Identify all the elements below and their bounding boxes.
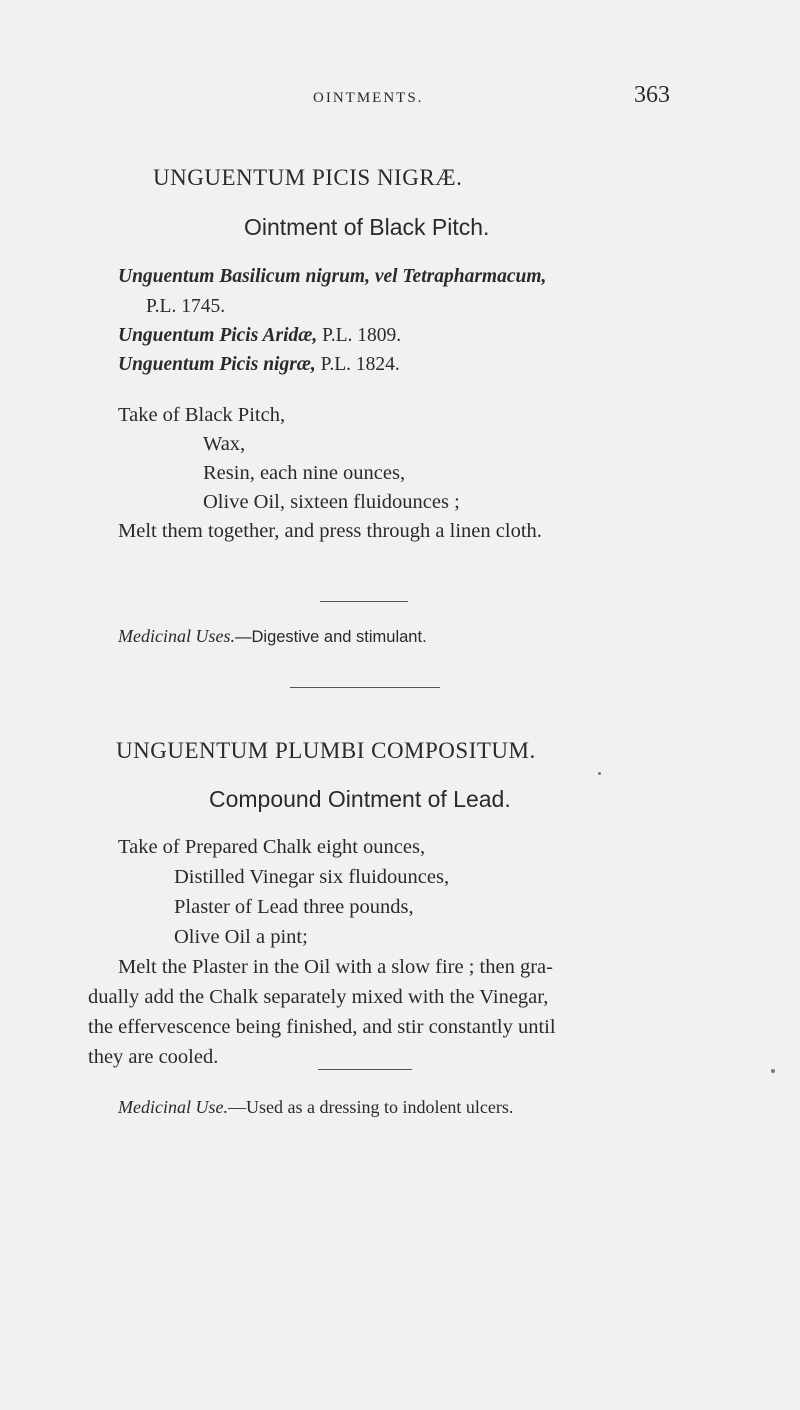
synonym-line: [146, 296, 225, 318]
divider: [320, 601, 408, 602]
recipe-line: Resin, each nine ounces,: [203, 462, 406, 484]
recipe-line: Wax,: [203, 433, 246, 455]
recipe-line: Melt the Plaster in the Oil with a slow fire ; then gra-: [118, 956, 553, 978]
uses-label: Medicinal Uses.: [118, 626, 235, 646]
section-divider: [290, 687, 440, 688]
recipe-line: Olive Oil, sixteen fluidounces ;: [203, 491, 460, 513]
paper-speck: [771, 1069, 775, 1073]
recipe-line: Melt them together, and press through a linen cloth.: [118, 520, 542, 542]
synonym-name: Unguentum Picis Aridæ,: [118, 325, 318, 346]
section-subtitle: Ointment of Black Pitch.: [244, 214, 490, 240]
synonym-name: Unguentum Picis nigræ,: [118, 354, 316, 375]
running-head: OINTMENTS.: [313, 90, 424, 106]
synonym-reference: P.L. 1809.: [322, 325, 402, 346]
uses-text: —Digestive and stimulant.: [234, 628, 427, 646]
uses-text: —Used as a dressing to indolent ulcers.: [227, 1097, 514, 1117]
synonym-name: Unguentum Basilicum nigrum, vel Tetrapharmacum,: [118, 266, 547, 287]
recipe-line: the effervescence being finished, and stir constantly until: [88, 1016, 556, 1038]
synonym-line: [118, 325, 401, 347]
recipe-line: they are cooled.: [88, 1046, 219, 1068]
synonym-line: [118, 266, 546, 288]
section-title: UNGUENTUM PICIS NIGRÆ.: [153, 165, 463, 190]
recipe-line: dually add the Chalk separately mixed with the Vinegar,: [88, 986, 549, 1008]
recipe-line: Take of Black Pitch,: [118, 404, 286, 426]
section-subtitle: Compound Ointment of Lead.: [209, 786, 511, 812]
recipe-line: Olive Oil a pint;: [174, 926, 308, 948]
uses-label: Medicinal Use.: [118, 1097, 228, 1117]
recipe-line: Plaster of Lead three pounds,: [174, 896, 414, 918]
medicinal-uses: [118, 1097, 513, 1118]
synonym-reference: P.L. 1745.: [146, 296, 226, 317]
page-number: 363: [634, 82, 670, 108]
medicinal-uses: [118, 626, 427, 647]
synonym-line: [118, 354, 400, 376]
recipe-line: Distilled Vinegar six fluidounces,: [174, 866, 450, 888]
divider: [318, 1069, 412, 1070]
synonym-reference: P.L. 1824.: [320, 354, 400, 375]
recipe-line: Take of Prepared Chalk eight ounces,: [118, 836, 426, 858]
paper-speck: [598, 772, 601, 775]
section-title: UNGUENTUM PLUMBI COMPOSITUM.: [116, 738, 536, 763]
